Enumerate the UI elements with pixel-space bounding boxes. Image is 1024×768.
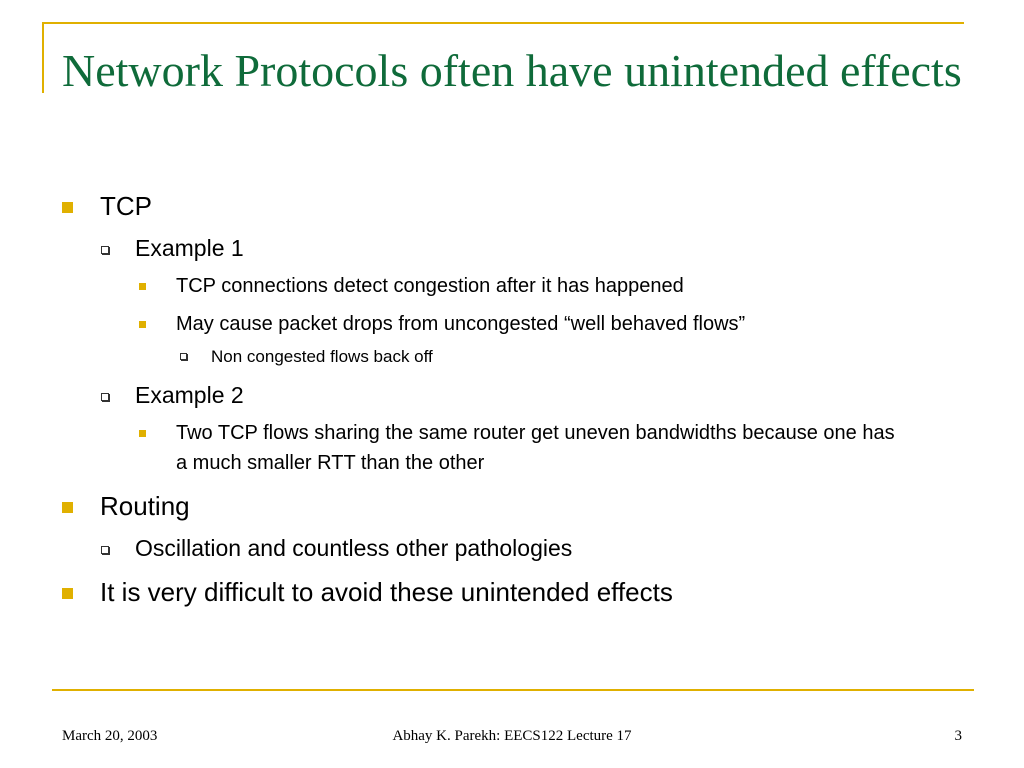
bullet-item-level4 (180, 346, 433, 368)
bullet-text: Example 2 (135, 382, 244, 408)
square-bullet-icon (62, 588, 73, 599)
hollow-square-bullet-icon (101, 246, 109, 254)
footer-rule (52, 689, 974, 691)
hollow-square-bullet-icon (101, 546, 109, 554)
bullet-item-level3 (139, 271, 939, 301)
square-bullet-icon (62, 502, 73, 513)
square-bullet-icon (139, 321, 146, 328)
footer-date: March 20, 2003 (62, 728, 158, 744)
bullet-item-level2 (101, 534, 572, 562)
footer-author-course: Abhay K. Parekh: EECS122 Lecture 17 (392, 728, 632, 744)
bullet-item-level1 (62, 491, 190, 521)
slide-title: Network Protocols often have unintended effects (62, 45, 962, 96)
bullet-text: May cause packet drops from uncongested “well behaved flows” (176, 313, 746, 335)
bullet-text: It is very difficult to avoid these unintended effects (100, 577, 673, 607)
square-bullet-icon (139, 283, 146, 290)
square-bullet-icon (139, 430, 146, 437)
bullet-item-level2 (101, 381, 244, 409)
hollow-square-bullet-icon (180, 353, 187, 360)
bullet-item-level3 (139, 309, 939, 339)
page-number: 3 (954, 728, 962, 744)
bullet-item-level2 (101, 234, 244, 262)
bullet-item-level3 (139, 418, 899, 478)
bullet-text: TCP connections detect congestion after it has happened (176, 275, 684, 297)
bullet-text: TCP (100, 191, 152, 221)
bullet-text: Two TCP flows sharing the same router get uneven bandwidths because one has a much smaller RTT than the other (176, 422, 895, 474)
bullet-item-level1 (62, 191, 152, 221)
hollow-square-bullet-icon (101, 393, 109, 401)
bullet-item-level1 (62, 577, 673, 607)
bullet-text: Non congested flows back off (211, 347, 433, 366)
bullet-text: Routing (100, 491, 190, 521)
square-bullet-icon (62, 202, 73, 213)
bullet-text: Example 1 (135, 235, 244, 261)
bullet-text: Oscillation and countless other pathologies (135, 535, 573, 561)
